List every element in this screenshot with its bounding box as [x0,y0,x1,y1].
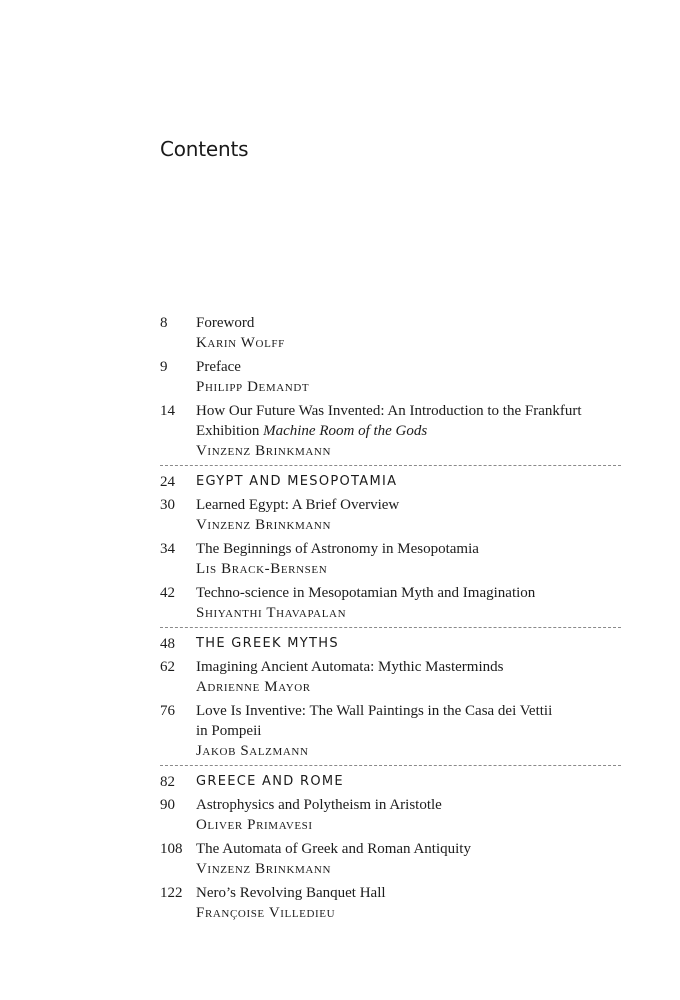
page-number: 82 [160,774,175,790]
page-number: 122 [160,885,183,901]
entry-title-line-2: in Pompeii [196,723,262,739]
toc-entry[interactable] [160,657,621,697]
toc-entry-introduction[interactable] [160,401,621,461]
entry-title: Astrophysics and Polytheism in Aristotle [196,797,442,813]
entry-title: Preface [196,359,241,375]
toc-entry[interactable] [160,539,621,579]
entry-author: Philipp Demandt [196,379,310,395]
entry-author: Jakob Salzmann [196,743,309,759]
entry-author: Oliver Primavesi [196,817,313,833]
page-number: 76 [160,703,175,719]
page-number: 14 [160,403,175,419]
section-heading-greek-myths[interactable] [160,634,621,654]
entry-author: Shiyanthi Thavapalan [196,605,347,621]
entry-title: Nero’s Revolving Banquet Hall [196,885,386,901]
entry-author: Vinzenz Brinkmann [196,517,331,533]
page-number: 34 [160,541,175,557]
section-divider [160,627,621,628]
entry-author: Françoise Villedieu [196,905,336,921]
entry-title: How Our Future Was Invented: An Introduction to the Frankfurt [196,403,582,419]
toc-entry[interactable] [160,795,621,835]
section-heading-greece-rome[interactable] [160,772,621,792]
toc-entry[interactable] [160,701,621,761]
toc-entry[interactable] [160,495,621,535]
entry-author: Adrienne Mayor [196,679,311,695]
page-number: 9 [160,359,168,375]
entry-title: Learned Egypt: A Brief Overview [196,497,400,513]
section-label: GREECE AND ROME [196,774,344,789]
section-label: THE GREEK MYTHS [196,636,339,651]
page-number: 24 [160,474,175,490]
entry-author: Vinzenz Brinkmann [196,443,331,459]
entry-title-line-2 [196,421,621,441]
page-number: 48 [160,636,175,652]
page-number: 42 [160,585,175,601]
page-number: 30 [160,497,175,513]
section-label: EGYPT AND MESOPOTAMIA [196,474,398,489]
entry-author: Vinzenz Brinkmann [196,861,331,877]
entry-title-italic: Machine Room of the Gods [263,423,428,439]
section-heading-egypt[interactable] [160,472,621,492]
section-divider [160,465,621,466]
page-number: 90 [160,797,175,813]
toc-entry[interactable] [160,583,621,623]
entry-author: Lis Brack-Bernsen [196,561,328,577]
entry-title: Techno-science in Mesopotamian Myth and Imagination [196,585,536,601]
entry-title: The Beginnings of Astronomy in Mesopotamia [196,541,479,557]
toc-entry[interactable] [160,883,621,923]
entry-title-prefix: Exhibition [196,423,264,439]
page-number: 8 [160,315,168,331]
table-of-contents [160,313,621,927]
page-number: 62 [160,659,175,675]
page-title: Contents [160,137,249,161]
entry-title: Foreword [196,315,255,331]
entry-title: Love Is Inventive: The Wall Paintings in the Casa dei Vettii [196,703,553,719]
section-divider [160,765,621,766]
toc-entry-preface[interactable] [160,357,621,397]
entry-title: Imagining Ancient Automata: Mythic Masterminds [196,659,504,675]
entry-author: Karin Wolff [196,335,285,351]
page-number: 108 [160,841,183,857]
toc-entry[interactable] [160,839,621,879]
entry-title: The Automata of Greek and Roman Antiquity [196,841,471,857]
toc-entry-foreword[interactable] [160,313,621,353]
